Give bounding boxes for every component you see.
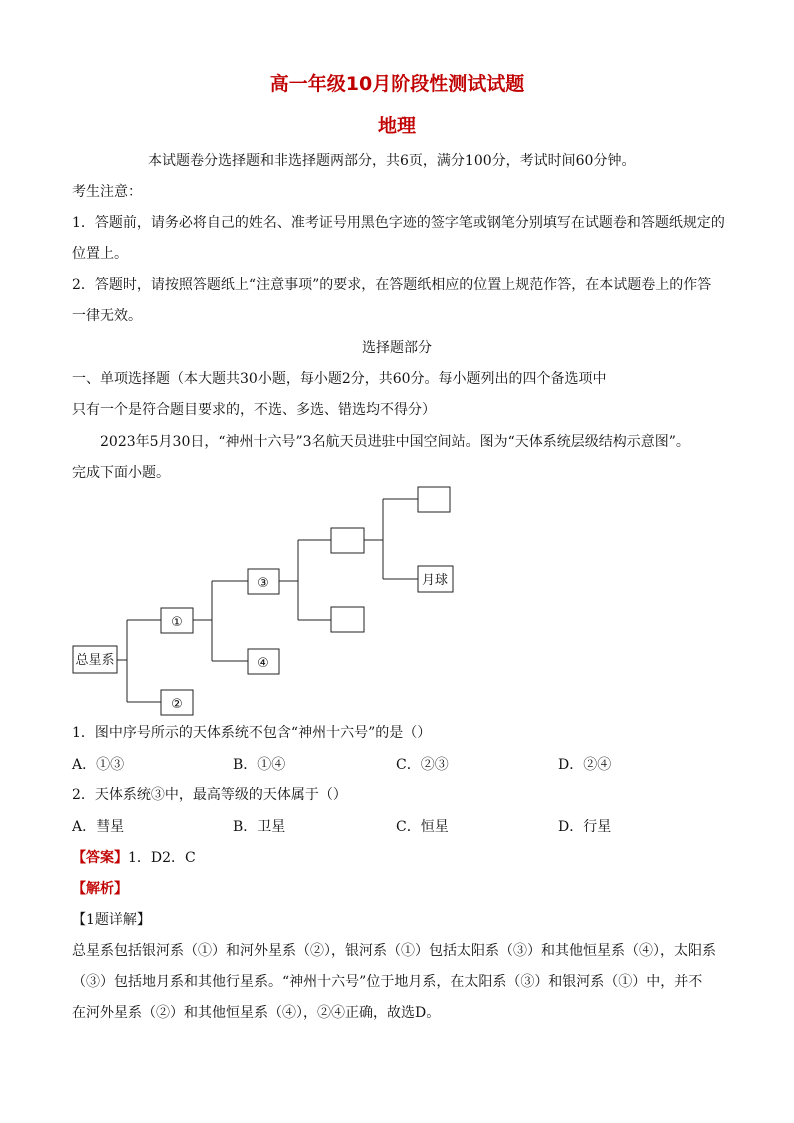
analysis-sub-label: 【1题详解】: [72, 912, 151, 928]
question-2-option-a: A．彗星: [72, 819, 125, 835]
question-1-option-b: B．①④: [233, 757, 286, 773]
node-box-blank-b: [331, 607, 364, 632]
answer-text: 1．D2．C: [128, 850, 196, 866]
section-part-title: 选择题部分: [362, 340, 432, 356]
section-heading-line-1: 一、单项选择题（本大题共30小题，每小题2分，共60分。每小题列出的四个备选项中: [72, 371, 607, 387]
analysis-line-3: 在河外星系（②）和其他恒星系（④），②④正确，故选D。: [72, 1005, 441, 1021]
answer-row: [72, 849, 196, 867]
answer-label: 【答案】: [72, 850, 128, 866]
notice-1-line-1: 1．答题前，请务必将自己的姓名、准考证号用黑色字迹的签字笔或钢笔分别填写在试题卷和答题纸规定的: [72, 215, 725, 231]
notice-2-line-2: 一律无效。: [72, 308, 142, 324]
question-1-option-c: C．②③: [396, 757, 449, 773]
node-label-2: ②: [171, 697, 183, 712]
analysis-label: 【解析】: [72, 881, 128, 897]
page-title: 高一年级10月阶段性测试试题: [269, 73, 525, 95]
node-label-total: 总星系: [75, 653, 115, 668]
node-label-1: ①: [171, 615, 183, 630]
node-label-moon: 月球: [421, 573, 449, 588]
question-2-option-c: C．恒星: [396, 819, 449, 835]
subject-title: 地理: [377, 115, 416, 137]
celestial-hierarchy-diagram: [0, 480, 794, 720]
paper-info: 本试题卷分选择题和非选择题两部分，共6页，满分100分，考试时间60分钟。: [148, 153, 636, 169]
node-label-4: ④: [257, 656, 269, 671]
node-box-blank-a: [331, 528, 364, 553]
notice-1-line-2: 位置上。: [72, 246, 128, 262]
analysis-line-1: 总星系包括银河系（①）和河外星系（②），银河系（①）包括太阳系（③）和其他恒星系（④），太阳系: [72, 943, 716, 959]
question-stem-line-2: 完成下面小题。: [72, 465, 170, 481]
question-2-option-d: D．行星: [558, 819, 612, 835]
node-label-3: ③: [257, 576, 269, 591]
node-box-blank-c: [418, 487, 450, 512]
question-stem-line-1: 2023年5月30日，“神州十六号”3名航天员进驻中国空间站。图为“天体系统层级结构示意图”。: [100, 434, 690, 450]
question-1-option-d: D．②④: [558, 757, 612, 773]
question-1-option-a: A．①③: [72, 757, 125, 773]
section-heading-line-2: 只有一个是符合题目要求的，不选、多选、错选均不得分）: [72, 402, 436, 418]
question-2-option-b: B．卫星: [233, 819, 286, 835]
notice-2-line-1: 2．答题时，请按照答题纸上“注意事项”的要求，在答题纸相应的位置上规范作答，在本试题卷上的作答: [72, 277, 712, 293]
question-2-stem: 2．天体系统③中，最高等级的天体属于（）: [72, 787, 347, 803]
question-1-stem: 1．图中序号所示的天体系统不包含“神州十六号”的是（）: [72, 725, 432, 741]
notice-heading: 考生注意：: [72, 184, 142, 200]
analysis-line-2: （③）包括地月系和其他行星系。“神州十六号”位于地月系，在太阳系（③）和银河系（①）中，并不: [72, 974, 703, 990]
